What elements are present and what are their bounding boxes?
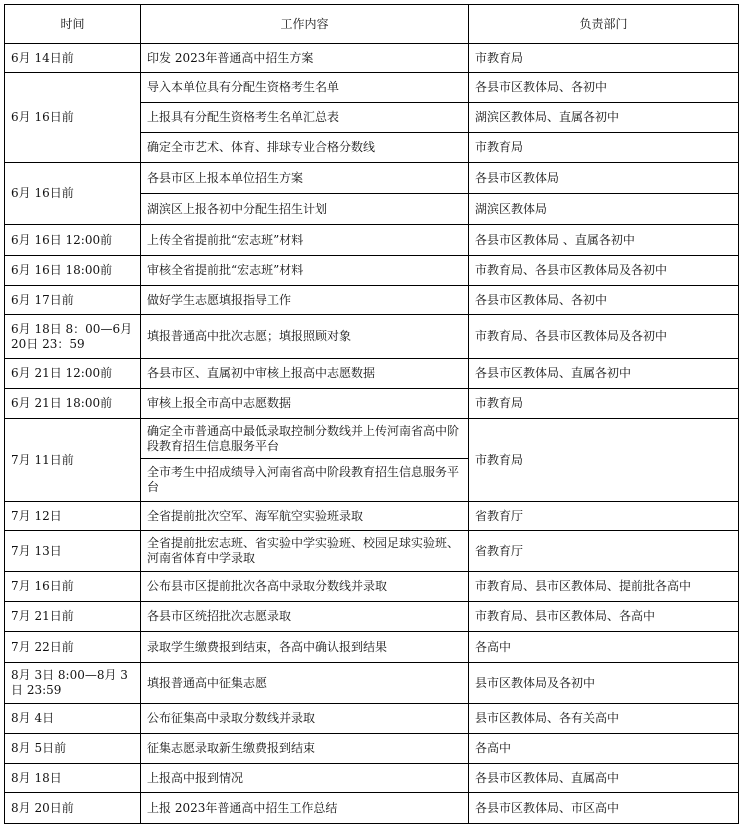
table-row <box>5 632 739 663</box>
time-cell: 6月 14日前 <box>5 44 141 73</box>
table-row <box>5 502 739 531</box>
table-row <box>5 225 739 256</box>
header-time: 时间 <box>5 5 141 44</box>
content-cell: 审核上报全市高中志愿数据 <box>141 389 469 419</box>
content-cell: 导入本单位具有分配生资格考生名单 <box>141 73 469 103</box>
dept-cell: 各县市区教体局、直属高中 <box>469 764 739 793</box>
content-cell: 印发 2023年普通高中招生方案 <box>141 44 469 73</box>
content-cell: 公布县市区提前批次各高中录取分数线并录取 <box>141 572 469 602</box>
header-row <box>5 5 739 44</box>
dept-cell: 各高中 <box>469 734 739 764</box>
content-cell: 确定全市艺术、体育、排球专业合格分数线 <box>141 133 469 163</box>
content-cell: 各县市区上报本单位招生方案 <box>141 163 469 194</box>
table-row <box>5 734 739 764</box>
dept-cell: 市教育局、各县市区教体局及各初中 <box>469 315 739 359</box>
time-cell: 8月 20日前 <box>5 793 141 824</box>
content-cell: 征集志愿录取新生缴费报到结束 <box>141 734 469 764</box>
time-cell: 8月 5日前 <box>5 734 141 764</box>
time-cell: 6月 21日 18:00前 <box>5 389 141 419</box>
table-row <box>5 663 739 704</box>
content-cell: 全省提前批宏志班、省实验中学实验班、校园足球实验班、河南省体育中学录取 <box>141 531 469 572</box>
content-cell: 录取学生缴费报到结束，各高中确认报到结果 <box>141 632 469 663</box>
dept-cell: 省教育厅 <box>469 502 739 531</box>
table-row <box>5 286 739 315</box>
header-dept: 负责部门 <box>469 5 739 44</box>
time-cell: 8月 18日 <box>5 764 141 793</box>
time-cell: 7月 21日前 <box>5 602 141 632</box>
dept-cell: 各县市区教体局 <box>469 163 739 194</box>
dept-cell: 各高中 <box>469 632 739 663</box>
dept-cell: 市教育局、各县市区教体局及各初中 <box>469 256 739 286</box>
dept-cell: 市教育局 <box>469 133 739 163</box>
content-cell: 上报具有分配生资格考生名单汇总表 <box>141 103 469 133</box>
dept-cell: 各县市区教体局、各初中 <box>469 286 739 315</box>
time-cell: 6月 16日前 <box>5 163 141 225</box>
dept-cell: 湖滨区教体局 <box>469 194 739 225</box>
dept-cell: 市教育局、县市区教体局、各高中 <box>469 602 739 632</box>
table-row <box>5 531 739 572</box>
time-cell: 7月 16日前 <box>5 572 141 602</box>
time-cell: 7月 22日前 <box>5 632 141 663</box>
time-cell: 8月 3日 8:00—8月 3日 23:59 <box>5 663 141 704</box>
table-row <box>5 602 739 632</box>
dept-cell: 省教育厅 <box>469 531 739 572</box>
table-row <box>5 389 739 419</box>
content-cell: 审核全省提前批“宏志班”材料 <box>141 256 469 286</box>
dept-cell: 各县市区教体局、各初中 <box>469 73 739 103</box>
time-cell: 6月 17日前 <box>5 286 141 315</box>
dept-cell: 各县市区教体局、直属各初中 <box>469 359 739 389</box>
content-cell: 全市考生中招成绩导入河南省高中阶段教育招生信息服务平台 <box>141 459 469 502</box>
time-cell: 6月 18日 8：00—6月 20日 23：59 <box>5 315 141 359</box>
content-cell: 各县市区、直属初中审核上报高中志愿数据 <box>141 359 469 389</box>
table-row <box>5 163 739 194</box>
content-cell: 上报高中报到情况 <box>141 764 469 793</box>
dept-cell: 各县市区教体局 、直属各初中 <box>469 225 739 256</box>
dept-cell: 市教育局 <box>469 44 739 73</box>
table-row <box>5 764 739 793</box>
table-row <box>5 793 739 824</box>
dept-cell: 各县市区教体局、市区高中 <box>469 793 739 824</box>
table-row <box>5 44 739 73</box>
time-cell: 7月 13日 <box>5 531 141 572</box>
dept-cell: 县市区教体局、各有关高中 <box>469 704 739 734</box>
content-cell: 填报普通高中征集志愿 <box>141 663 469 704</box>
dept-cell: 县市区教体局及各初中 <box>469 663 739 704</box>
enrollment-schedule-table <box>4 4 739 824</box>
table-row <box>5 419 739 459</box>
content-cell: 全省提前批次空军、海军航空实验班录取 <box>141 502 469 531</box>
dept-cell: 市教育局 <box>469 419 739 502</box>
table-row <box>5 315 739 359</box>
dept-cell: 市教育局 <box>469 389 739 419</box>
time-cell: 7月 12日 <box>5 502 141 531</box>
content-cell: 确定全市普通高中最低录取控制分数线并上传河南省高中阶段教育招生信息服务平台 <box>141 419 469 459</box>
content-cell: 填报普通高中批次志愿；填报照顾对象 <box>141 315 469 359</box>
header-content: 工作内容 <box>141 5 469 44</box>
content-cell: 湖滨区上报各初中分配生招生计划 <box>141 194 469 225</box>
dept-cell: 市教育局、县市区教体局、提前批各高中 <box>469 572 739 602</box>
table-row <box>5 73 739 103</box>
content-cell: 做好学生志愿填报指导工作 <box>141 286 469 315</box>
table-row <box>5 572 739 602</box>
dept-cell: 湖滨区教体局、直属各初中 <box>469 103 739 133</box>
table-row <box>5 256 739 286</box>
time-cell: 6月 21日 12:00前 <box>5 359 141 389</box>
content-cell: 上传全省提前批“宏志班”材料 <box>141 225 469 256</box>
content-cell: 上报 2023年普通高中招生工作总结 <box>141 793 469 824</box>
table-row <box>5 359 739 389</box>
time-cell: 6月 16日 18:00前 <box>5 256 141 286</box>
content-cell: 各县市区统招批次志愿录取 <box>141 602 469 632</box>
time-cell: 6月 16日前 <box>5 73 141 163</box>
content-cell: 公布征集高中录取分数线并录取 <box>141 704 469 734</box>
time-cell: 6月 16日 12:00前 <box>5 225 141 256</box>
table-row <box>5 704 739 734</box>
time-cell: 8月 4日 <box>5 704 141 734</box>
time-cell: 7月 11日前 <box>5 419 141 502</box>
